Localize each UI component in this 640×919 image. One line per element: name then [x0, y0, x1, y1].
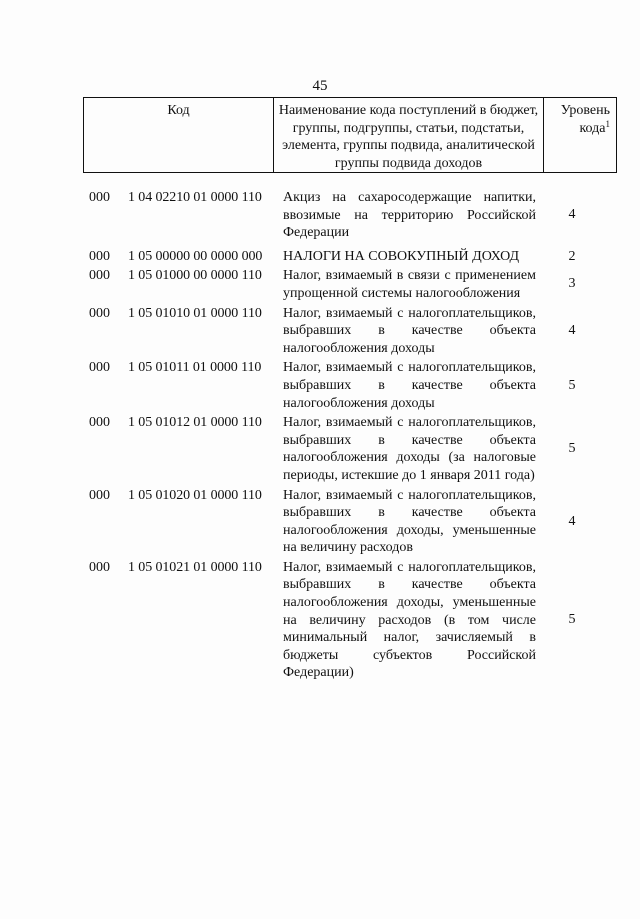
table-row: [0, 305, 640, 358]
code-level: 5: [568, 441, 576, 457]
admin-code: 000: [89, 268, 110, 284]
table-row: [0, 414, 640, 484]
header-name: Наименование кода поступлений в бюджет, группы, подгруппы, статьи, подстатьи, элемента, группы подвида, аналитической группы подвида доходов: [274, 98, 544, 173]
income-name: Налог, взимаемый с налогоплательщиков, выбравших в качестве объекта налогообложения доходы: [283, 305, 536, 356]
table-row: [0, 267, 640, 302]
income-name: НАЛОГИ НА СОВОКУПНЫЙ ДОХОД: [283, 248, 520, 264]
income-code: 1 04 02210 01 0000 110: [128, 190, 262, 205]
admin-code: 000: [89, 305, 110, 321]
income-code: 1 05 01012 01 0000 110: [128, 415, 262, 431]
table-row: [0, 248, 640, 266]
code-level: 2: [568, 248, 576, 264]
income-name: Налог, взимаемый с налогоплательщиков, выбравших в качестве объекта налогообложения доходы: [283, 360, 536, 411]
header-level-label: Уровень кода: [560, 103, 610, 136]
code-level: 3: [568, 276, 576, 292]
table-row: [0, 359, 640, 412]
table-header: [83, 97, 617, 173]
code-level: 5: [568, 377, 576, 393]
admin-code: 000: [89, 360, 110, 376]
income-code: 1 05 01020 01 0000 110: [128, 487, 262, 503]
header-level: [544, 98, 617, 173]
table-row: [0, 487, 640, 557]
table-row: [0, 189, 640, 242]
admin-code: 000: [89, 415, 110, 431]
income-code-list: [0, 189, 640, 682]
income-code: 1 05 01011 01 0000 110: [128, 360, 262, 376]
income-name: Налог, взимаемый с налогоплательщиков, выбравших в качестве объекта налогообложения доходы, уменьшенные на величину расходов: [283, 487, 536, 556]
admin-code: 000: [89, 487, 110, 503]
code-level: 4: [568, 513, 576, 529]
income-name: Налог, взимаемый в связи с применением упрощенной системы налогообложения: [283, 268, 536, 301]
footnote-marker: 1: [605, 118, 610, 129]
income-code: 1 05 00000 00 0000 000: [128, 248, 263, 264]
code-level: 5: [568, 612, 576, 628]
income-name: Акциз на сахаросодержащие напитки, ввозимые на территорию Российской Федерации: [283, 190, 536, 241]
admin-code: 000: [89, 559, 110, 575]
table-row: [0, 559, 640, 682]
code-level: 4: [568, 323, 576, 339]
income-code: 1 05 01000 00 0000 110: [128, 268, 262, 284]
admin-code: 000: [89, 248, 110, 264]
income-name: Налог, взимаемый с налогоплательщиков, выбравших в качестве объекта налогообложения доходы, уменьшенные на величину расходов (в том числе минимальный налог, зачисляемый в бюджеты субъектов Российской Федерации): [283, 559, 536, 681]
admin-code: 000: [89, 190, 110, 205]
header-code: Код: [84, 98, 274, 173]
income-code: 1 05 01021 01 0000 110: [128, 559, 262, 575]
income-name: Налог, взимаемый с налогоплательщиков, выбравших в качестве объекта налогообложения доходы (за налоговые периоды, истекшие до 1 января 2011 года): [283, 415, 536, 483]
code-level: 4: [568, 207, 576, 223]
income-code: 1 05 01010 01 0000 110: [128, 305, 262, 321]
page-number: 45: [312, 78, 328, 94]
